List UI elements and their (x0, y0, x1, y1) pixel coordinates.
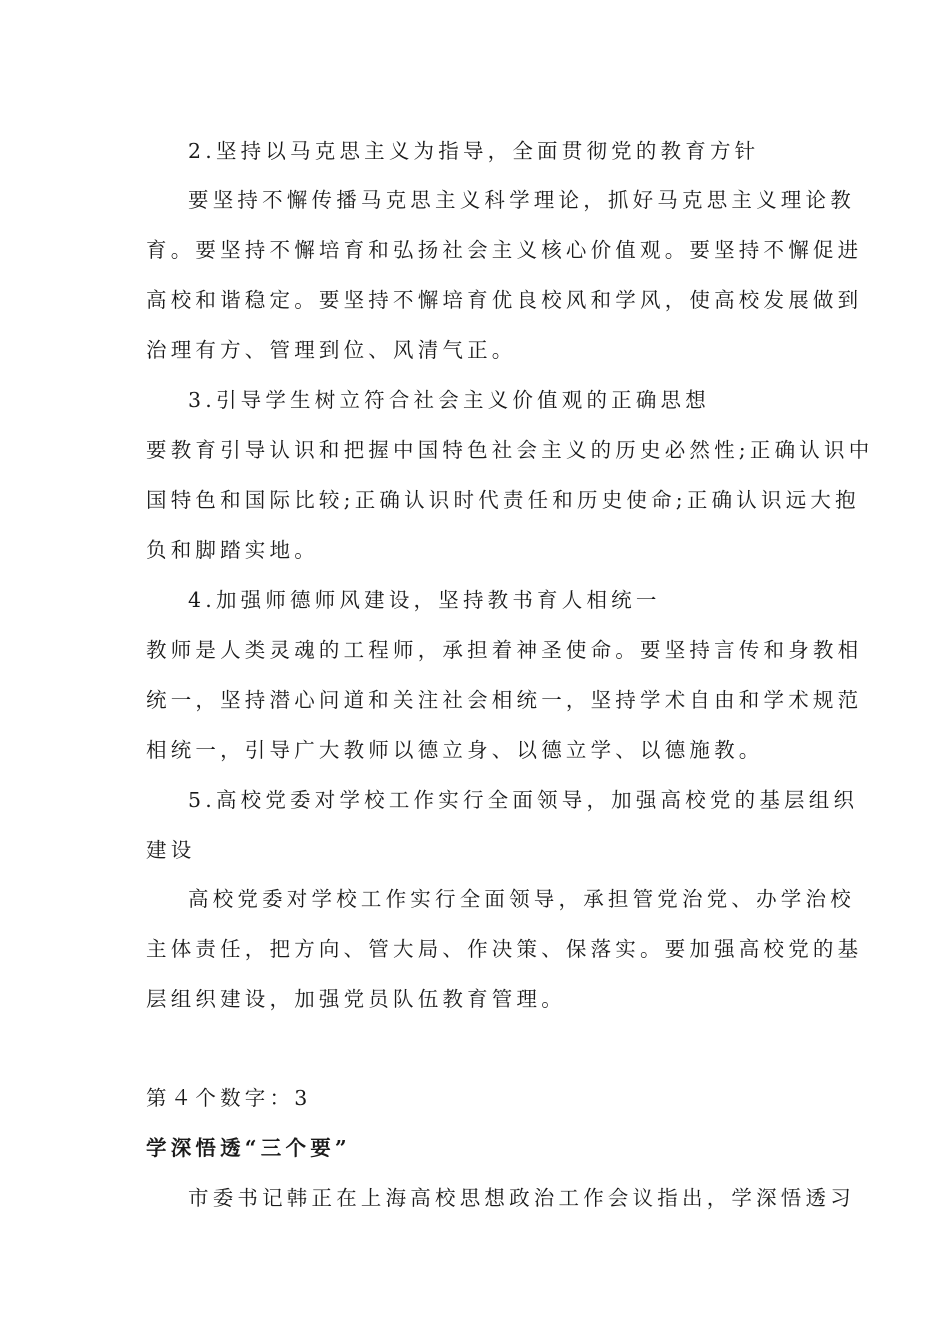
paragraph-line: 高校和谐稳定。要坚持不懈培育优良校风和学风，使高校发展做到 (146, 288, 863, 312)
paragraph-line: 要坚持不懈传播马克思主义科学理论，抓好马克思主义理论教 (188, 188, 855, 212)
section-heading-5: 5.高校党委对学校工作实行全面领导，加强高校党的基层组织 (188, 788, 859, 812)
section-heading-5-continued: 建设 (146, 838, 196, 862)
paragraph-line: 市委书记韩正在上海高校思想政治工作会议指出，学深悟透习 (188, 1186, 855, 1210)
paragraph-line: 统一，坚持潜心问道和关注社会相统一，坚持学术自由和学术规范 (146, 688, 863, 712)
paragraph-line: 层组织建设，加强党员队伍教育管理。 (146, 987, 566, 1011)
paragraph-line: 相统一，引导广大教师以德立身、以德立学、以德施教。 (146, 738, 764, 762)
section-heading-4: 4.加强师德师风建设，坚持教书育人相统一 (188, 588, 661, 612)
paragraph-line: 负和脚踏实地。 (146, 538, 319, 562)
paragraph-line: 主体责任，把方向、管大局、作决策、保落实。要加强高校党的基 (146, 937, 863, 961)
paragraph-line: 国特色和国际比较;正确认识时代责任和历史使命;正确认识远大抱 (146, 488, 860, 512)
section-heading-3: 3.引导学生树立符合社会主义价值观的正确思想 (188, 388, 710, 412)
paragraph-line: 治理有方、管理到位、风清气正。 (146, 338, 517, 362)
number-label: 第４个数字：3 (146, 1086, 312, 1110)
paragraph-line: 要教育引导认识和把握中国特色社会主义的历史必然性;正确认识中 (146, 438, 874, 462)
paragraph-line: 教师是人类灵魂的工程师，承担着神圣使命。要坚持言传和身教相 (146, 638, 863, 662)
section-heading-2: 2.坚持以马克思主义为指导，全面贯彻党的教育方针 (188, 139, 760, 163)
article-title: 学深悟透“三个要” (146, 1136, 351, 1160)
paragraph-line: 高校党委对学校工作实行全面领导，承担管党治党、办学治校 (188, 887, 855, 911)
paragraph-line: 育。要坚持不懈培育和弘扬社会主义核心价值观。要坚持不懈促进 (146, 238, 863, 262)
